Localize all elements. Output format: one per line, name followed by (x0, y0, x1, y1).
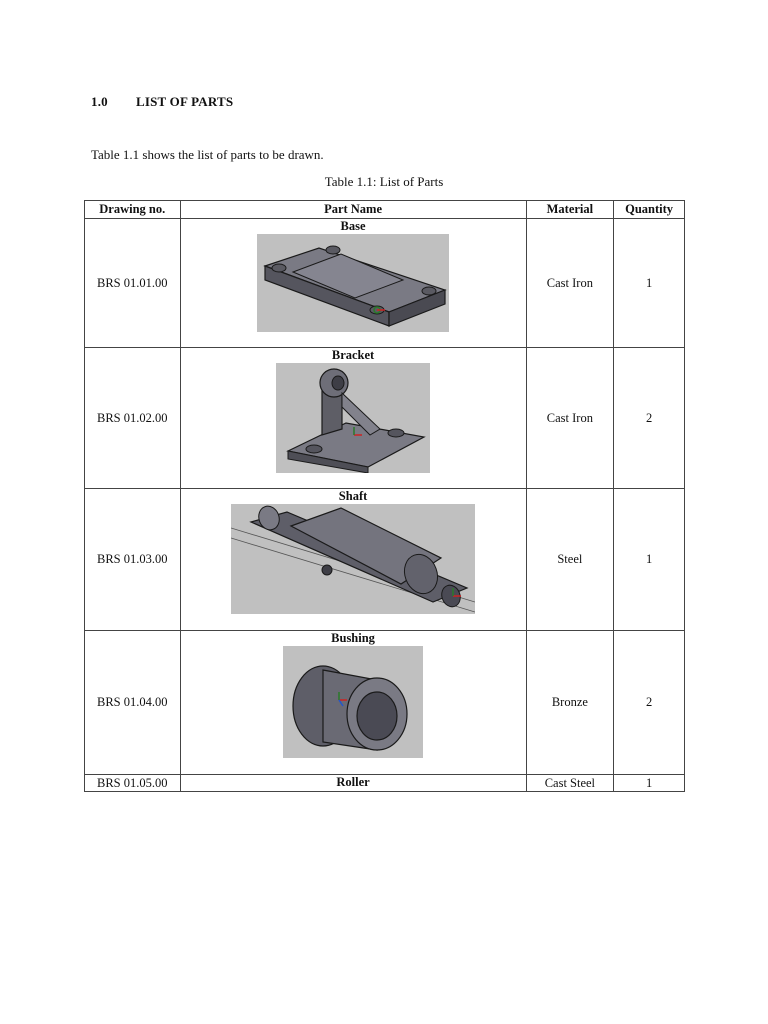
part-cell (180, 219, 526, 348)
quantity-cell: 2 (614, 631, 685, 775)
base-part-image (257, 234, 449, 332)
material-cell: Cast Steel (526, 775, 614, 792)
drawing-no-cell: BRS 01.03.00 (85, 489, 181, 631)
table-row (85, 775, 685, 792)
part-name: Base (340, 219, 366, 233)
table-header-row (85, 201, 685, 219)
table-row (85, 489, 685, 631)
drawing-no-cell: BRS 01.04.00 (85, 631, 181, 775)
table-row (85, 631, 685, 775)
header-drawing-no: Drawing no. (85, 201, 181, 219)
quantity-cell: 1 (614, 219, 685, 348)
table-row (85, 348, 685, 489)
part-name: Roller (180, 775, 526, 792)
parts-table (84, 200, 685, 792)
bracket-part-image (276, 363, 430, 473)
header-part-name: Part Name (180, 201, 526, 219)
quantity-cell: 2 (614, 348, 685, 489)
part-name: Bracket (331, 348, 375, 362)
drawing-no-cell: BRS 01.05.00 (85, 775, 181, 792)
quantity-cell: 1 (614, 775, 685, 792)
part-cell (180, 631, 526, 775)
section-heading (91, 94, 233, 110)
table-caption: Table 1.1: List of Parts (324, 174, 444, 189)
section-number: 1.0 (91, 94, 108, 109)
table-row (85, 219, 685, 348)
material-cell: Steel (526, 489, 614, 631)
material-cell: Cast Iron (526, 219, 614, 348)
material-cell: Cast Iron (526, 348, 614, 489)
header-quantity: Quantity (614, 201, 685, 219)
drawing-no-cell: BRS 01.01.00 (85, 219, 181, 348)
intro-paragraph: Table 1.1 shows the list of parts to be drawn. (91, 147, 324, 162)
part-name: Shaft (338, 489, 368, 503)
material-cell: Bronze (526, 631, 614, 775)
shaft-part-image (231, 504, 475, 614)
header-material: Material (526, 201, 614, 219)
drawing-no-cell: BRS 01.02.00 (85, 348, 181, 489)
part-cell (180, 489, 526, 631)
section-title: LIST OF PARTS (136, 94, 234, 109)
part-cell (180, 348, 526, 489)
bushing-part-image (283, 646, 423, 758)
quantity-cell: 1 (614, 489, 685, 631)
part-name: Bushing (331, 631, 375, 645)
